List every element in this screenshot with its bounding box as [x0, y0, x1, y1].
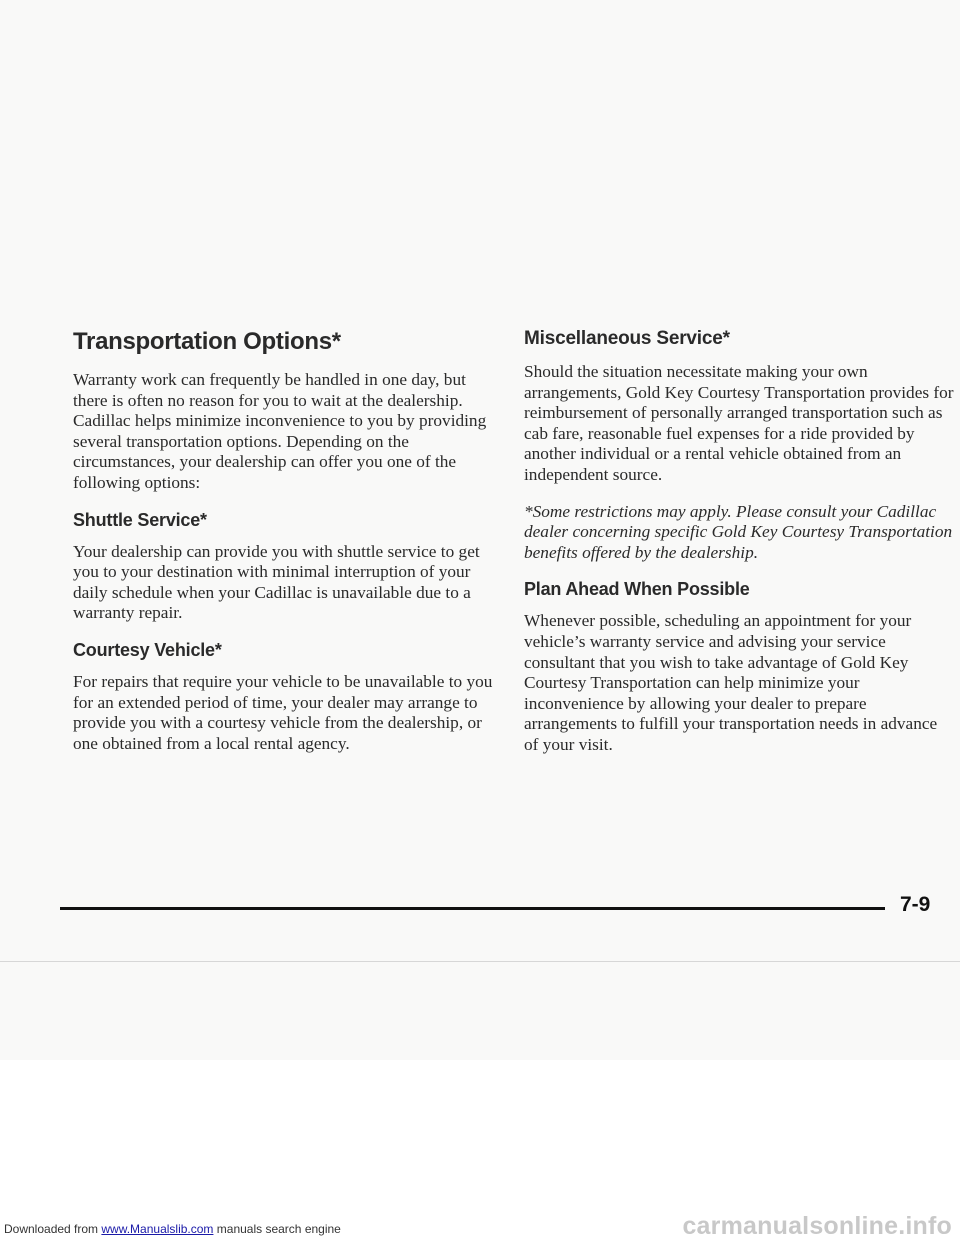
courtesy-vehicle-heading: Courtesy Vehicle*	[73, 639, 222, 660]
courtesy-vehicle-paragraph: For repairs that require your vehicle to be unavailable to you for an extended period of time, your dealer may arrange to provide you with a courtesy vehicle from the dealership, or one obtained from a local rental agency.	[73, 671, 493, 753]
download-footer	[4, 1222, 341, 1236]
right-column	[524, 328, 954, 772]
watermark-logo: carmanualsonline.info	[682, 1212, 952, 1240]
miscellaneous-service-paragraph: Should the situation necessitate making your own arrangements, Gold Key Courtesy Transportation provides for reimbursement of personally arranged transportation such as cab fare, reasonable fuel expenses for a ride provided by another individual or a rental vehicle obtained from an independent source.	[524, 362, 954, 484]
footer-prefix: Downloaded from	[4, 1222, 102, 1236]
manualslib-link[interactable]: www.Manualslib.com	[101, 1222, 214, 1236]
miscellaneous-service-heading: Miscellaneous Service*	[524, 328, 730, 349]
left-column	[73, 328, 493, 770]
intro-paragraph: Warranty work can frequently be handled in one day, but there is often no reason for you to wait at the dealership. Cadillac helps minimize inconvenience to you by providing several transportation options. Depending on the circumstances, your dealership can offer you one of the following options:	[73, 370, 487, 492]
faint-divider	[0, 961, 960, 962]
plan-ahead-heading: Plan Ahead When Possible	[524, 579, 750, 600]
section-title: Transportation Options*	[73, 328, 341, 355]
page-number: 7-9	[900, 893, 931, 916]
shuttle-service-heading: Shuttle Service*	[73, 509, 207, 530]
restrictions-note: *Some restrictions may apply. Please consult your Cadillac dealer concerning specific Gold Key Courtesy Transportation benefits offered by the dealership.	[524, 501, 953, 562]
footer-rule	[60, 907, 885, 910]
footer-suffix: manuals search engine	[213, 1222, 341, 1236]
plan-ahead-paragraph: Whenever possible, scheduling an appointment for your vehicle’s warranty service and advising your service consultant that you wish to take advantage of Gold Key Courtesy Transportation can help minimize your inconvenience by allowing your dealer to prepare arrangements to fulfill your transportation needs in advance of your visit.	[524, 611, 938, 754]
shuttle-service-paragraph: Your dealership can provide you with shuttle service to get you to your destination with minimal interruption of your daily schedule when your Cadillac is unavailable due to a warranty repair.	[73, 541, 480, 623]
